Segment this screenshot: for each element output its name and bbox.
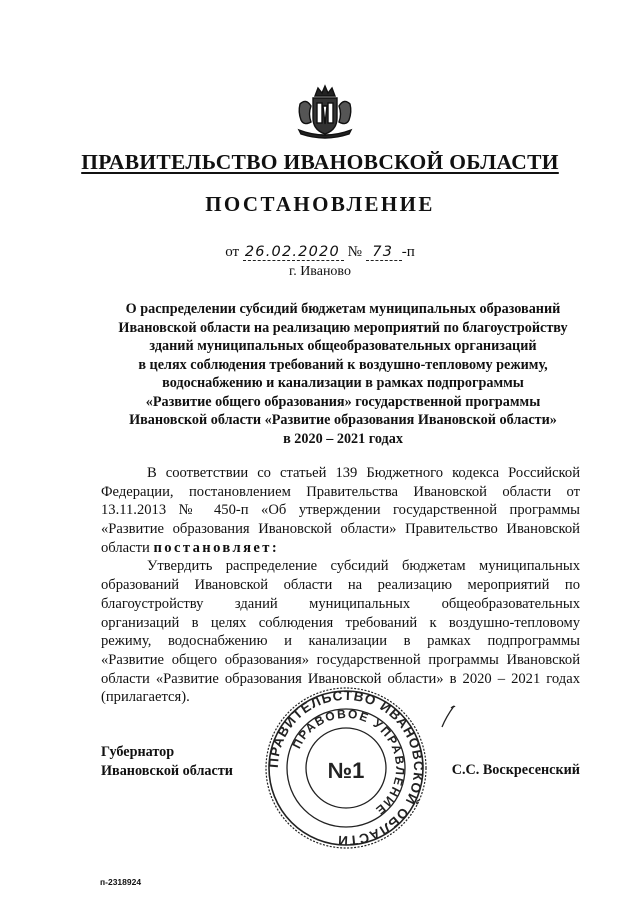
body-line: «Развитие образования Ивановской области» Правительство Ивановской xyxy=(101,521,580,538)
date-number-line xyxy=(0,244,640,261)
document-id: п-2318924 xyxy=(100,877,142,887)
signature-mark-icon xyxy=(438,703,458,729)
subject-line: Ивановской области на реализацию мероприятий по благоустройству xyxy=(118,319,568,336)
svg-text:ПРАВИТЕЛЬСТВО ИВАНОВСКОЙ ОБЛАС: ПРАВИТЕЛЬСТВО ИВАНОВСКОЙ ОБЛАСТИ xyxy=(265,687,427,849)
handwritten-number: 73 xyxy=(366,245,402,261)
resolves-word: постановляет: xyxy=(153,539,280,556)
city-line: г. Иваново xyxy=(289,264,351,279)
document-body xyxy=(101,464,580,707)
subject-line: в 2020 – 2021 годах xyxy=(283,430,403,447)
signer-position xyxy=(101,743,233,781)
body-line: «Развитие общего образования» государственной программы Ивановской xyxy=(101,651,580,668)
number-sign: № xyxy=(347,244,362,260)
body-line: Федерации, постановлением Правительства Ивановской области от xyxy=(101,483,580,500)
svg-text:ПРАВОВОЕ УПРАВЛЕНИЕ: ПРАВОВОЕ УПРАВЛЕНИЕ xyxy=(289,706,408,819)
subject-line: О распределении субсидий бюджетам муниципальных образований xyxy=(125,301,561,317)
svg-text:№1: №1 xyxy=(327,758,365,783)
subject-line: в целях соблюдения требований к воздушно-тепловому режиму, xyxy=(138,356,548,373)
number-suffix: -п xyxy=(401,244,415,260)
government-title: ПРАВИТЕЛЬСТВО ИВАНОВСКОЙ ОБЛАСТИ xyxy=(81,150,559,174)
date-prefix: от xyxy=(225,244,240,260)
document-type-title: ПОСТАНОВЛЕНИЕ xyxy=(205,192,435,216)
subject-line: водоснабжению и канализации в рамках подпрограммы xyxy=(162,375,524,391)
subject-line: Ивановской области «Развитие образования Ивановской области» xyxy=(129,412,557,428)
body-line: благоустройству зданий муниципальных общеобразовательных xyxy=(101,595,580,612)
resolution-prefix: области xyxy=(101,539,150,556)
subject-line: «Развитие общего образования» государственной программы xyxy=(145,393,541,410)
document-subject xyxy=(96,300,590,448)
handwritten-date: 26.02.2020 xyxy=(243,245,344,261)
coat-of-arms-emblem xyxy=(296,84,354,140)
body-line: организаций в целях соблюдения требований к воздушно-тепловому xyxy=(101,614,580,631)
official-seal-stamp xyxy=(262,686,430,850)
subject-line: зданий муниципальных общеобразовательных организаций xyxy=(149,338,537,354)
body-line: режиму, водоснабжению и канализации в рамках подпрограммы xyxy=(101,633,580,650)
body-line-resolution xyxy=(101,539,580,558)
body-line: образований Ивановской области на реализацию мероприятий по xyxy=(101,577,580,594)
body-line: 13.11.2013 № 450-п «Об утверждении государственной программы xyxy=(101,502,580,519)
body-line: (прилагается). xyxy=(101,689,190,706)
signer-name: С.С. Воскресенский xyxy=(451,762,580,778)
body-line: В соответствии со статьей 139 Бюджетного кодекса Российской xyxy=(147,465,580,481)
body-line: области «Развитие образования Ивановской области» в 2020 – 2021 годах xyxy=(101,670,580,687)
signer-position-line2: Ивановской области xyxy=(101,763,233,779)
body-line: Утвердить распределение субсидий бюджетам муниципальных xyxy=(147,558,580,575)
signer-position-line1: Губернатор xyxy=(101,744,175,760)
